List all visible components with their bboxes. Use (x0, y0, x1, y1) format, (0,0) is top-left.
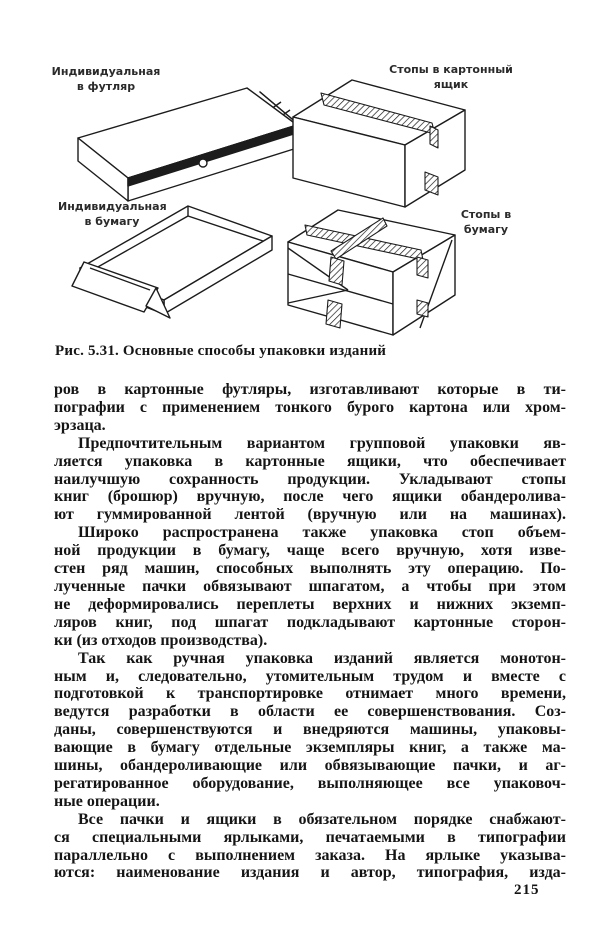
label-line: в бумагу (84, 215, 140, 228)
text-line: ляется упаковка в картонные ящики, что обеспечивает (54, 452, 566, 470)
figure-5-31 (40, 60, 560, 345)
paragraph-1 (54, 381, 566, 435)
text-line: ки (из отходов производства). (54, 631, 268, 649)
illustration-stacks-paper (288, 210, 455, 335)
text-line: стен ряд машин, способных выполнять эту операцию. По- (54, 560, 566, 578)
text-line: не деформировались переплеты верхних и нижних экземп- (54, 595, 566, 613)
label-line: Стопы в (460, 208, 512, 221)
illustration-individual-slipcase (78, 88, 298, 201)
text-line: ся специальными ярлыками, печатаемыми в типографии (54, 828, 566, 846)
text-line: Предпочтительным вариантом групповой упаковки яв- (78, 434, 566, 452)
paragraph-2 (54, 435, 566, 525)
paragraph-5 (54, 811, 566, 883)
text-line: ют гуммированной лентой (вручную или на машинах). (54, 506, 566, 524)
text-line: ляров книг, под шпагат подкладывают картонные сторон- (54, 613, 566, 631)
text-line: лученные пачки обвязывают шпагатом, а чтобы при этом (54, 577, 566, 595)
text-line: ным и, следовательно, утомительным трудом и вместе с (54, 667, 566, 685)
label-individual-paper (58, 199, 166, 229)
label-line: ящик (433, 78, 469, 91)
text-line: параллельно с выполнением заказа. На ярлыке указыва- (54, 846, 566, 864)
label-line: в футляр (76, 80, 136, 93)
text-line: книг (брошюр) вручную, после чего ящики обандеролива- (54, 488, 566, 506)
label-line: Индивидуальная (58, 200, 167, 213)
label-line: Стопы в картонный (389, 63, 513, 76)
text-line: ются: наименование издания и автор, типография, изда- (54, 864, 566, 882)
label-line: бумагу (463, 223, 509, 236)
text-line: даны, совершенствуются и внедряются машины, упаковы- (54, 721, 566, 739)
text-line: ведутся разработки в области ее совершенствования. Соз- (54, 703, 566, 721)
figure-caption: Рис. 5.31. Основные способы упаковки изданий (55, 343, 387, 359)
label-line: Индивидуальная (51, 65, 161, 78)
text-line: пографии с применением тонкого бурого картона или хром- (54, 398, 566, 416)
text-line: ные операции. (54, 792, 160, 810)
text-line: ров в картонные футляры, изготавливают которые в ти- (54, 381, 566, 398)
body-text (54, 381, 566, 882)
text-line: шины, обандероливающие или обвязывающие пачки, и аг- (54, 757, 566, 775)
text-line: эрзаца. (54, 416, 106, 434)
text-line: ной продукции в бумагу, чаще всего вручную, хотя изве- (54, 542, 566, 560)
label-individual-slipcase (50, 64, 162, 94)
illustration-stacks-cardboard-box (293, 80, 465, 207)
paragraph-4 (54, 650, 566, 811)
text-line: Все пачки и ящики в обязательном порядке снабжают- (78, 810, 566, 828)
text-line: подготовкой к транспортировке отнимает много времени, (54, 685, 566, 703)
text-line: наилучшую сохранность продукции. Укладывают стопы (54, 470, 566, 488)
text-line: Широко распространена также упаковка стоп объем- (78, 524, 566, 542)
text-line: вающие в бумагу отдельные экземпляры книг, а также ма- (54, 739, 566, 757)
text-line: регатированное оборудование, выполняющее все упаковоч- (54, 774, 566, 792)
text-line: Так как ручная упаковка изданий является монотон- (78, 649, 566, 667)
label-stacks-cardboard-box (388, 62, 514, 92)
page-number: 215 (514, 882, 540, 898)
label-stacks-paper (446, 207, 526, 237)
paragraph-3 (54, 524, 566, 649)
